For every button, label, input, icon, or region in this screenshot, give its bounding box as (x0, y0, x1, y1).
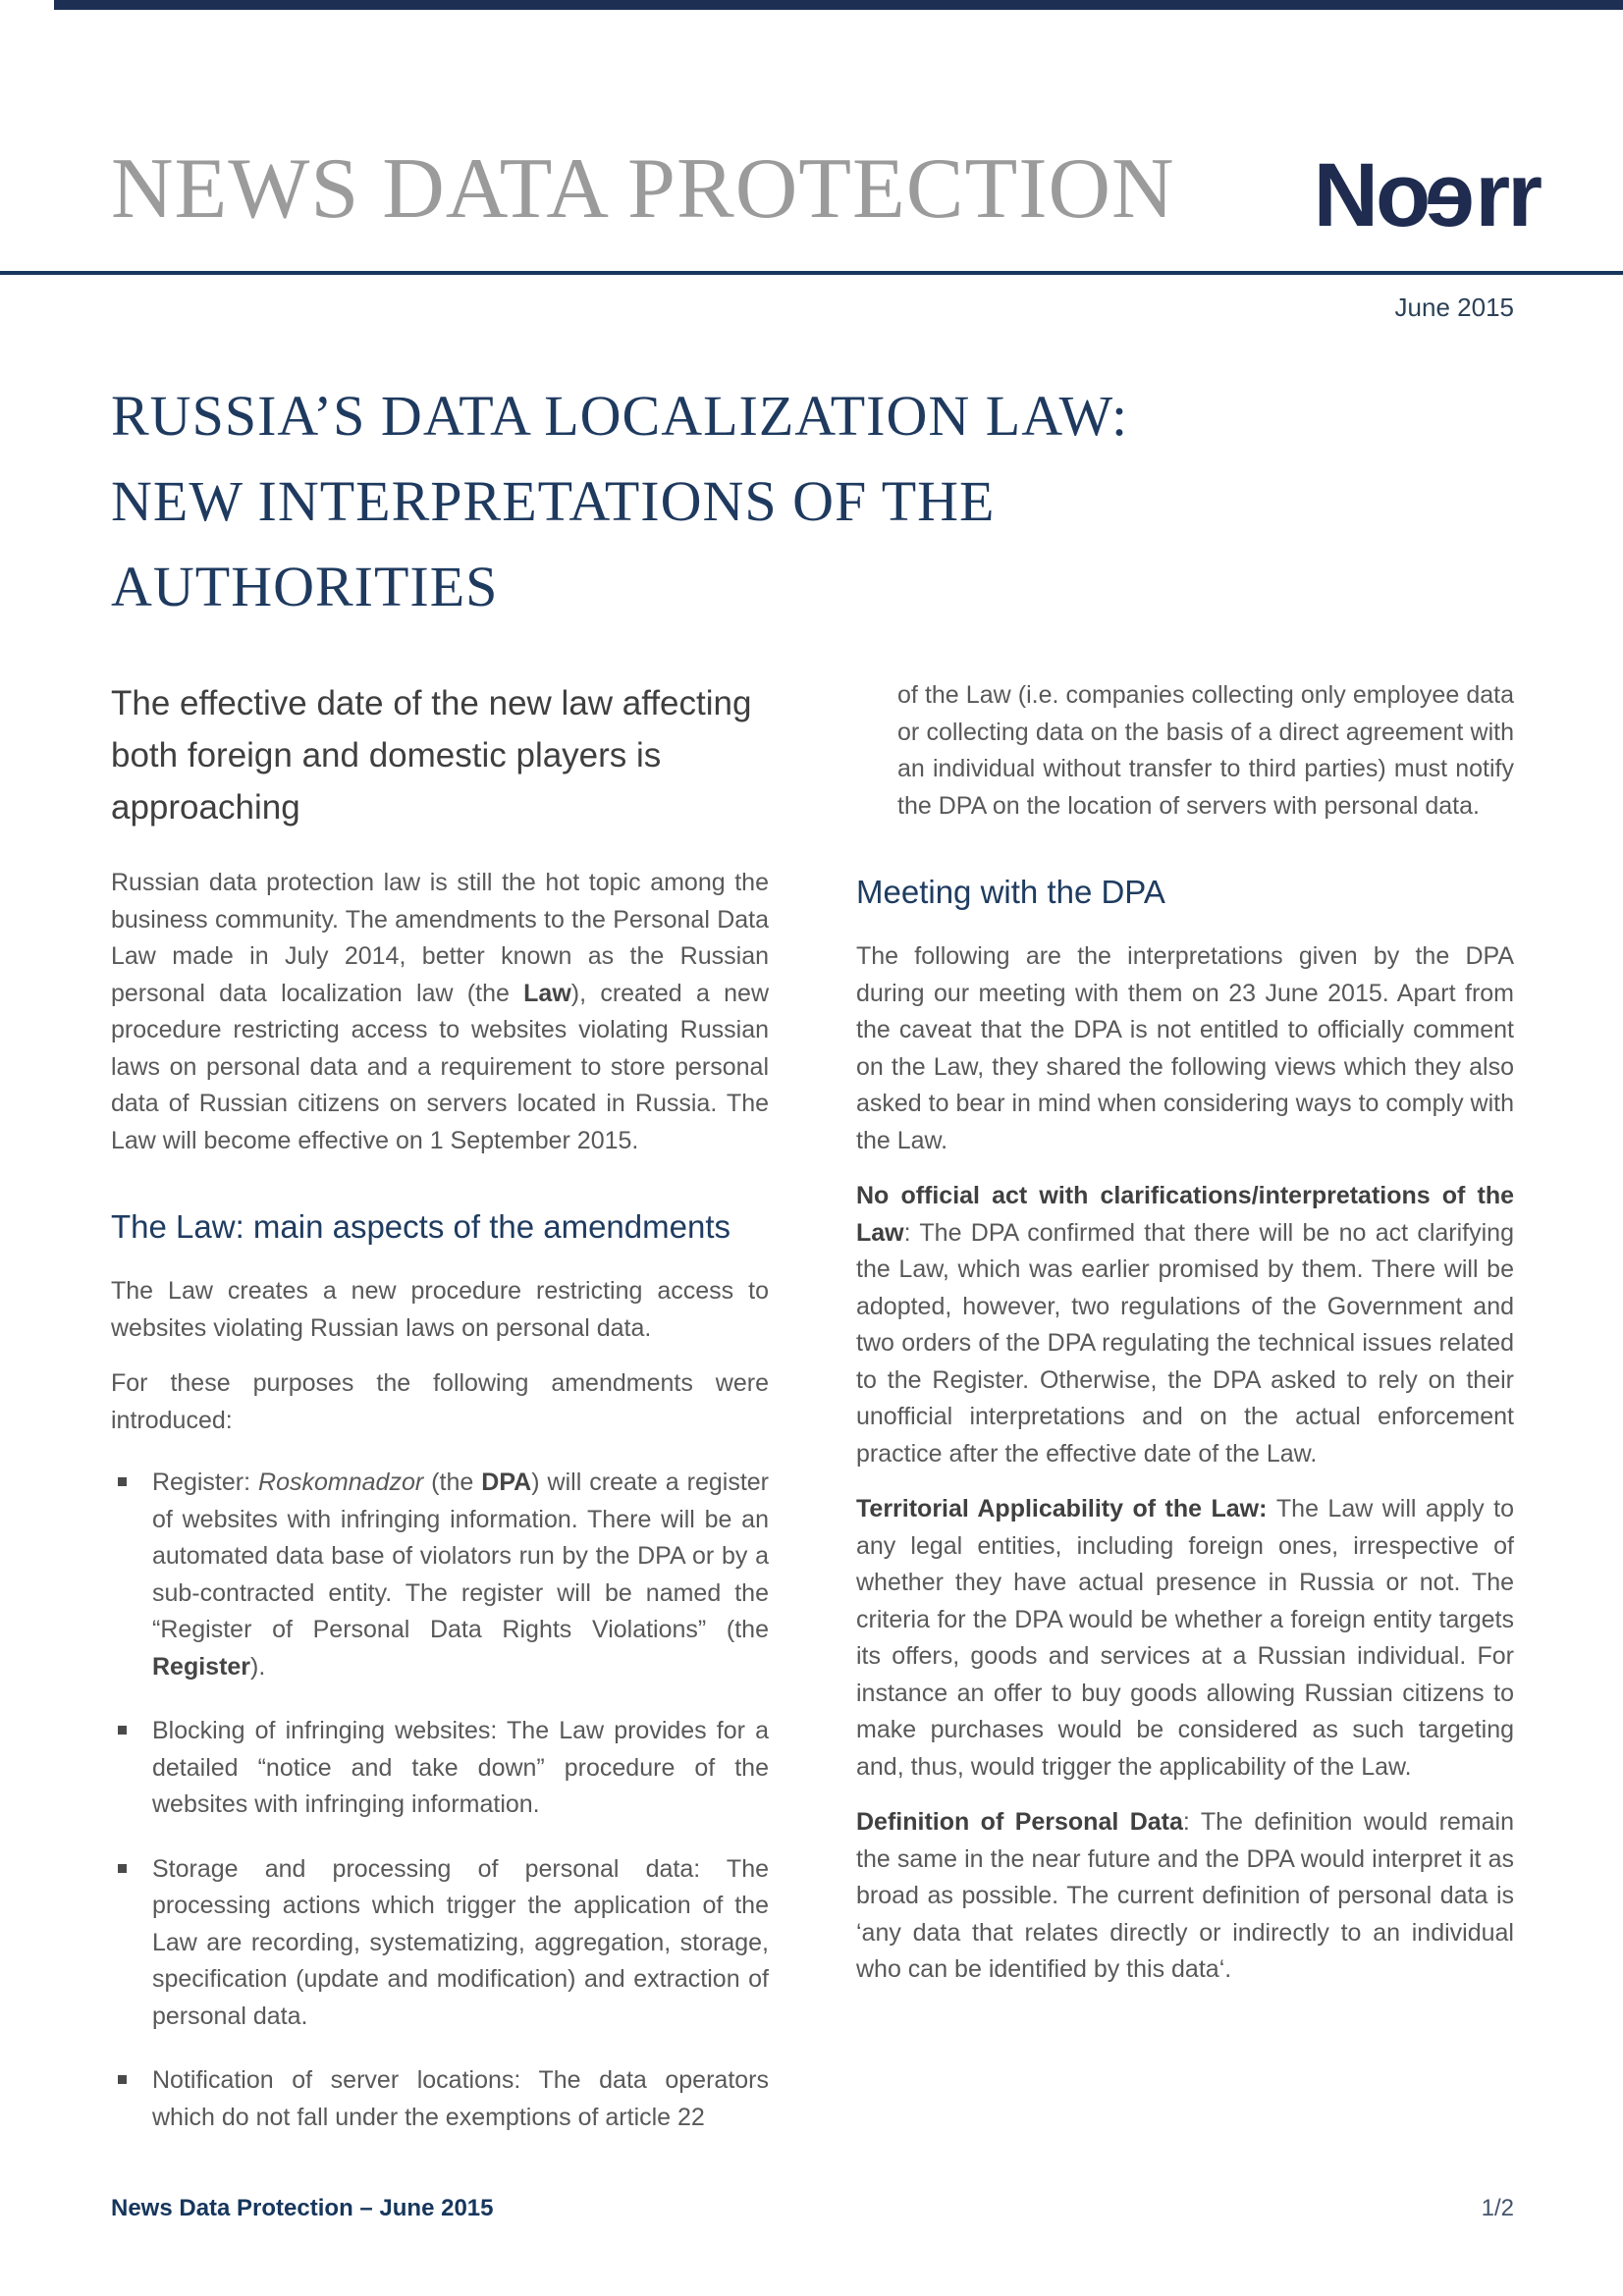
noerr-logo (1313, 145, 1540, 245)
bullet-square-icon (118, 1477, 127, 1486)
section-heading-meeting: Meeting with the DPA (856, 874, 1165, 910)
list-item-storage (111, 1851, 769, 2036)
list-item-text (152, 2062, 769, 2136)
bullet-square-icon (118, 1726, 127, 1735)
article-subtitle: The effective date of the new law affecting both foreign and domestic players is approaching (111, 684, 752, 827)
top-accent-bar (54, 0, 1623, 10)
text-run-italic: Roskomnadzor (258, 1468, 424, 1496)
footer-page-number: 1/2 (1481, 2195, 1514, 2221)
article-title-line-3: AUTHORITIES (111, 555, 499, 618)
text-run-bold: Law (523, 979, 571, 1007)
footer-title: News Data Protection – June 2015 (111, 2195, 494, 2221)
text-run: Register: (152, 1468, 259, 1496)
text-run: Russian data protection law is still the hot topic among the business community. The amendments to the Personal Data Law made in July 2014, better known as the Russian personal data localization law (the (111, 869, 769, 1007)
paragraph-territorial-applicability (856, 1491, 1514, 1786)
header-rule (0, 271, 1623, 275)
text-run: Blocking of infringing websites: The Law provides for a detailed “notice and take down” procedure of the websites with infringing information. (152, 1717, 769, 1818)
list-item-text (152, 1465, 769, 1685)
text-run-bold-lead: No official act with clarifications/interpretations of the Law (856, 1182, 1514, 1247)
text-run: (the (423, 1468, 482, 1496)
bullet-square-icon (118, 1864, 127, 1873)
right-column (856, 677, 1514, 2163)
text-run-bold-lead: Definition of Personal Data (856, 1808, 1183, 1836)
paragraph-no-official-act (856, 1178, 1514, 1472)
bullet-square-icon (118, 2075, 127, 2084)
paragraph-definition-personal-data (856, 1804, 1514, 1989)
newsletter-title: NEWS DATA PROTECTION (111, 141, 1175, 237)
list-item-text (152, 1851, 769, 2036)
article-title-line-1: RUSSIA’S DATA LOCALIZATION LAW: (111, 384, 1129, 448)
text-run: The Law will apply to any legal entities, including foreign ones, irrespective of whether they have actual presence in Russia or not. The criteria for the DPA would be whether a foreign entity targets its offers, goods and services at a Russian individual. For instance an offer to buy goods allowing Russian citizens to make purchases would be considered as such targeting and, thus, would trigger the applicability of the Law. (856, 1495, 1514, 1781)
paragraph-for-these-purposes: For these purposes the following amendments were introduced: (111, 1369, 769, 1434)
text-run: : The definition would remain the same in the near future and the DPA would interpret it as broad as possible. The current definition of personal data is ‘any data that relates directly or indirectly to an individual who can be identified by this data‘. (856, 1808, 1514, 1983)
left-column (111, 677, 769, 2163)
article-title-line-2: NEW INTERPRETATIONS OF THE (111, 469, 996, 533)
section-heading-amendments: The Law: main aspects of the amendments (111, 1208, 730, 1245)
paragraph-law-creates: The Law creates a new procedure restricting access to websites violating Russian laws on personal data. (111, 1277, 769, 1342)
text-run: : The DPA confirmed that there will be no act clarifying the Law, which was earlier promised by them. There will be adopted, however, two regulations of the Government and two orders of the DPA regulating the technical issues related to the Register. Otherwise, the DPA asked to rely on their unofficial interpretations and on the actual enforcement practice after the effective date of the Law. (856, 1218, 1514, 1468)
text-run: ) will create a register of websites with infringing information. There will be an automated data base of violators run by the DPA or by a sub-contracted entity. The register will be named the “Register of Personal Data Rights Violations” (the (152, 1468, 769, 1643)
text-run-bold: Register (152, 1652, 251, 1681)
article-title (111, 373, 1486, 629)
list-item-register (111, 1465, 769, 1685)
text-run: ). (250, 1652, 266, 1681)
logo-reversed-e-glyph: e (1428, 145, 1476, 245)
text-run-bold: DPA (481, 1468, 532, 1496)
paragraph-meeting-intro: The following are the interpretations given by the DPA during our meeting with them on 23 June 2015. Apart from the caveat that the DPA is not entitled to officially comment on the Law, they shared the following views which they also asked to bear in mind when considering ways to comply with the Law. (856, 942, 1514, 1154)
two-column-layout (111, 677, 1514, 2163)
text-run: Storage and processing of personal data: The processing actions which trigger the application of the Law are recording, systematizing, aggregation, storage, specification (update and modification) and extraction of personal data. (152, 1854, 769, 2030)
bullet-list (111, 1465, 769, 2136)
text-run: Notification of server locations: The data operators which do not fall under the exemptions of article 22 (152, 2066, 769, 2131)
footer (111, 2195, 1514, 2222)
list-item-text (152, 1713, 769, 1824)
issue-date: June 2015 (1394, 293, 1514, 322)
continuation-paragraph: of the Law (i.e. companies collecting only employee data or collecting data on the basis of a direct agreement with an individual without transfer to third parties) must notify the DPA on the location of servers with personal data. (897, 681, 1514, 820)
text-run-bold-lead: Territorial Applicability of the Law: (856, 1495, 1276, 1522)
text-run: ), created a new procedure restricting access to websites violating Russian laws on personal data and a requirement to store personal data of Russian citizens on servers located in Russia. The Law will become effective on 1 September 2015. (111, 979, 769, 1154)
logo-text-pre: No (1313, 145, 1429, 245)
intro-paragraph (111, 865, 769, 1159)
logo-text-post: rr (1475, 145, 1540, 245)
list-item-notification (111, 2062, 769, 2136)
list-item-blocking (111, 1713, 769, 1824)
